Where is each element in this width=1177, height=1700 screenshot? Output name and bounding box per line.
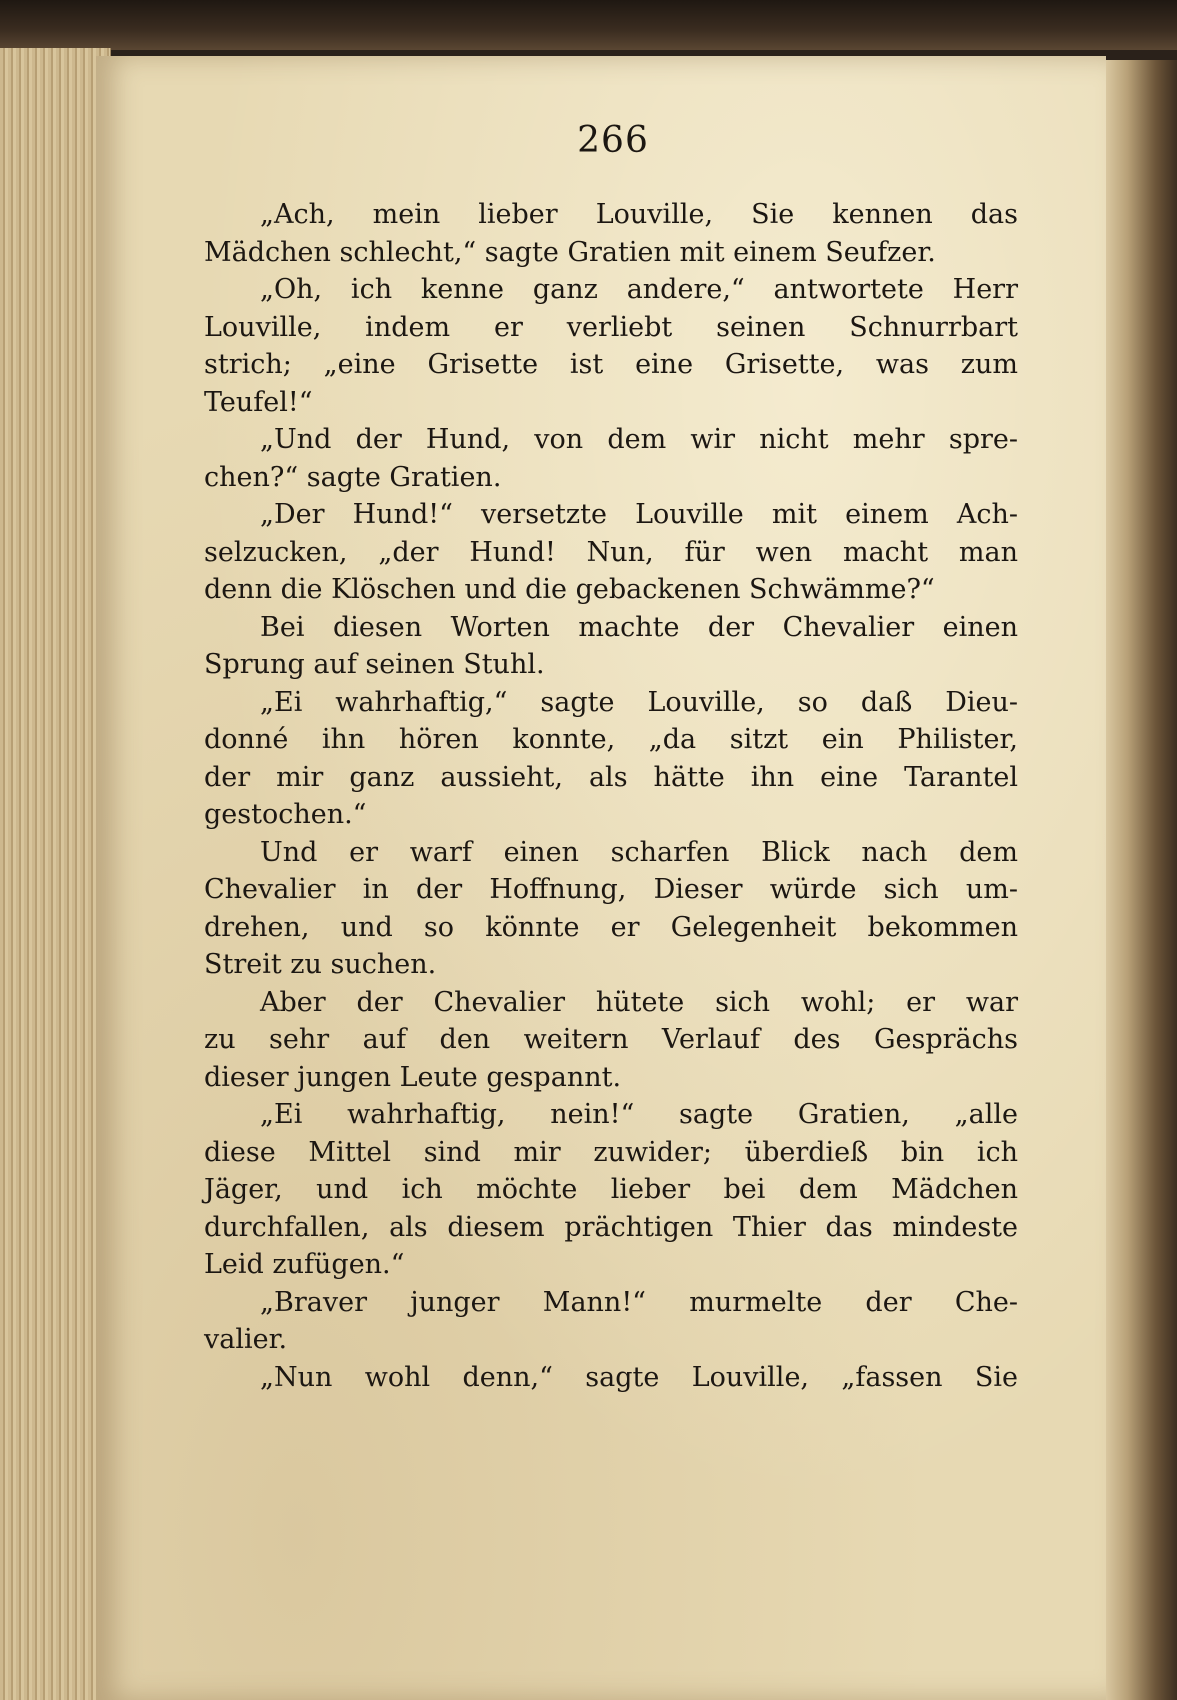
text-line: Chevalier in der Hoffnung, Dieser würde sich um-	[204, 874, 1018, 905]
text-line: chen?“ sagte Gratien.	[204, 461, 502, 493]
text-line: diese Mittel sind mir zuwider; überdieß bin ich	[204, 1136, 1018, 1168]
text-line: donné ihn hören konnte, „da sitzt ein Philister,	[204, 724, 1018, 755]
book-spine-top	[0, 0, 1177, 50]
text-line: Und er warf einen scharfen Blick nach dem	[260, 836, 1018, 868]
text-line: dieser jungen Leute gespannt.	[204, 1061, 622, 1093]
text-line: Streit zu suchen.	[204, 949, 437, 980]
text-line: „Ach, mein lieber Louville, Sie kennen das	[260, 199, 1018, 230]
text-line: „Ei wahrhaftig, nein!“ sagte Gratien, „alle	[260, 1099, 1018, 1130]
page-stack-edge	[0, 48, 111, 1700]
text-line: der mir ganz aussieht, als hätte ihn eine Tarantel	[204, 761, 1018, 793]
text-line: Aber der Chevalier hütete sich wohl; er war	[260, 986, 1018, 1018]
text-line: zu sehr auf den weitern Verlauf des Gesprächs	[204, 1024, 1018, 1055]
text-line: Bei diesen Worten machte der Chevalier einen	[260, 611, 1018, 643]
text-line: Louville, indem er verliebt seinen Schnurrbart	[204, 311, 1018, 343]
body-text	[204, 196, 1018, 1396]
text-line: „Braver junger Mann!“ murmelte der Che-	[260, 1286, 1018, 1318]
text-line: Mädchen schlecht,“ sagte Gratien mit einem Seufzer.	[204, 236, 936, 268]
text-line: Teufel!“	[204, 386, 313, 418]
text-line: Leid zufügen.“	[204, 1249, 405, 1280]
text-line: „Ei wahrhaftig,“ sagte Louville, so daß Dieu-	[260, 686, 1018, 718]
text-line: valier.	[204, 1324, 288, 1355]
text-line: Jäger, und ich möchte lieber bei dem Mädchen	[204, 1174, 1018, 1205]
text-line: „Der Hund!“ versetzte Louville mit einem Ach-	[260, 499, 1018, 530]
text-line: strich; „eine Grisette ist eine Grisette, was zum	[204, 349, 1018, 380]
text-line: „Nun wohl denn,“ sagte Louville, „fassen Sie	[260, 1361, 1018, 1393]
text-line: gestochen.“	[204, 799, 367, 830]
page-number: 266	[577, 120, 649, 161]
text-line: selzucken, „der Hund! Nun, für wen macht man	[204, 536, 1018, 568]
book-gutter-right	[1106, 60, 1177, 1700]
text-line: durchfallen, als diesem prächtigen Thier das mindeste	[204, 1211, 1018, 1243]
text-line: „Oh, ich kenne ganz andere,“ antwortete Herr	[260, 274, 1018, 305]
text-line: denn die Klöschen und die gebackenen Schwämme?“	[204, 574, 935, 605]
text-line: „Und der Hund, von dem wir nicht mehr spre-	[260, 424, 1018, 455]
text-line: drehen, und so könnte er Gelegenheit bekommen	[204, 911, 1018, 943]
text-line: Sprung auf seinen Stuhl.	[204, 649, 545, 680]
